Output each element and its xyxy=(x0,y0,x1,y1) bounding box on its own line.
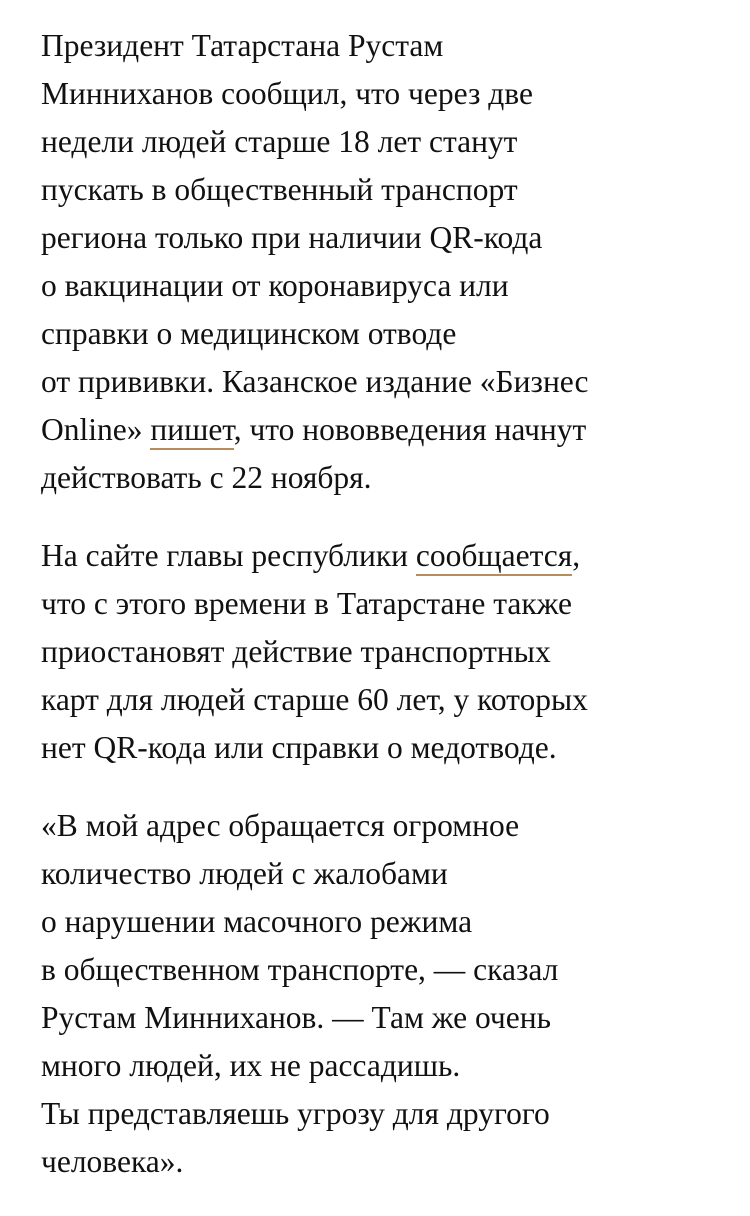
text-line: справки о медицинском отводе xyxy=(41,316,457,351)
text-line: региона только при наличии QR-кода xyxy=(41,220,543,255)
text-line: что с этого времени в Татарстане также xyxy=(41,586,573,621)
text-line: действовать с 22 ноября. xyxy=(41,460,372,495)
text-line: человека». xyxy=(41,1144,184,1179)
paragraph-3-quote xyxy=(41,802,731,1186)
text-fragment: , xyxy=(572,538,581,573)
text-line: в общественном транспорте, — сказал xyxy=(41,952,559,987)
source-link-soobshchaetsya[interactable]: сообщается xyxy=(416,538,572,576)
text-fragment: На сайте главы республики xyxy=(41,538,416,573)
text-line-with-link xyxy=(41,406,731,454)
text-line: карт для людей старше 60 лет, у которых xyxy=(41,682,588,717)
text-line-with-link xyxy=(41,532,731,580)
text-line: количество людей с жалобами xyxy=(41,856,448,891)
text-fragment: , что нововведения начнут xyxy=(233,412,587,447)
text-fragment: Online» xyxy=(41,412,151,447)
text-line: Рустам Минниханов. — Там же очень xyxy=(41,1000,551,1035)
text-line: о нарушении масочного режима xyxy=(41,904,473,939)
text-line: пускать в общественный транспорт xyxy=(41,172,518,207)
text-line: много людей, их не рассадишь. xyxy=(41,1048,461,1083)
text-line: недели людей старше 18 лет станут xyxy=(41,124,518,159)
text-line: от прививки. Казанское издание «Бизнес xyxy=(41,364,589,399)
text-line: Минниханов сообщил, что через две xyxy=(41,76,533,111)
paragraph-2 xyxy=(41,532,731,772)
text-line: «В мой адрес обращается огромное xyxy=(41,808,520,843)
text-line: нет QR-кода или справки о медотводе. xyxy=(41,730,557,765)
text-line: Президент Татарстана Рустам xyxy=(41,28,444,63)
paragraph-1 xyxy=(41,22,731,502)
text-line: Ты представляешь угрозу для другого xyxy=(41,1096,550,1131)
text-line: о вакцинации от коронавируса или xyxy=(41,268,509,303)
article-body xyxy=(41,22,731,1216)
source-link-pishet[interactable]: пишет xyxy=(150,412,233,450)
text-line: приостановят действие транспортных xyxy=(41,634,551,669)
